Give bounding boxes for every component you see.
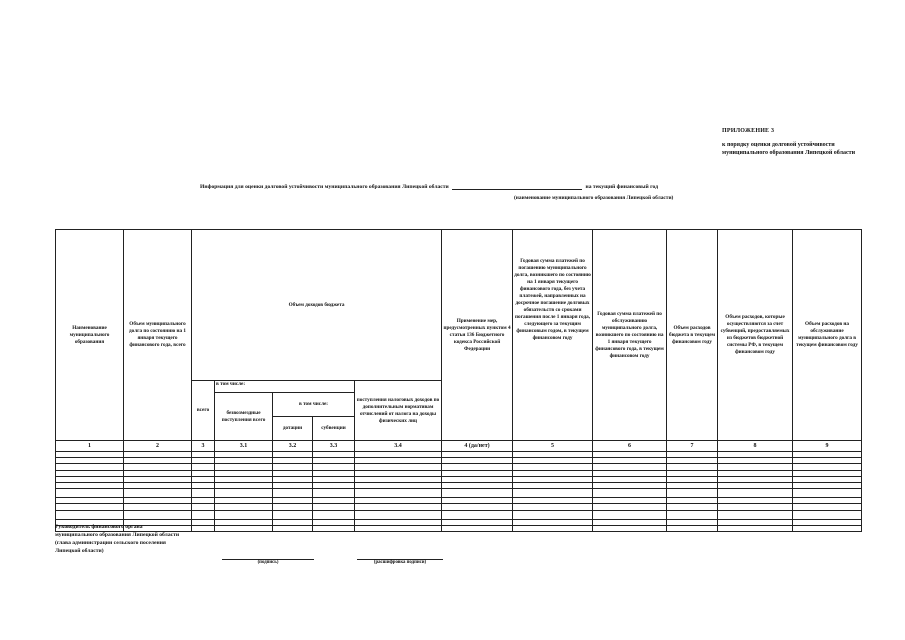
table-cell[interactable] <box>355 525 442 531</box>
table-cell[interactable] <box>667 510 718 519</box>
info-prefix: Информация для оценки долговой устойчивости муниципального образования Липецкой области <box>200 184 449 190</box>
column-number: 3 <box>192 441 215 452</box>
table-cell[interactable] <box>793 510 862 519</box>
table-cell[interactable] <box>513 489 593 498</box>
header-gratuitous-receipts: безвозмездные поступления всего <box>215 393 273 441</box>
signature-caption: (подпись) <box>257 560 279 565</box>
header-revenue-volume: Объем доходов бюджета <box>192 230 442 381</box>
header-measures: Применение мер, предусмотренных пунктом 4 статьи 136 Бюджетного кодекса Российской Федерации <box>442 230 513 441</box>
signature-block <box>55 523 315 555</box>
table-cell[interactable] <box>718 525 793 531</box>
appendix-title: ПРИЛОЖЕНИЕ 3 <box>722 128 775 134</box>
column-number: 6 <box>593 441 667 452</box>
column-numbers-row <box>56 441 862 452</box>
table-body <box>56 452 862 532</box>
head-title-line1: Руководитель финансового органа <box>55 524 143 530</box>
name-hint: (наименование муниципального образования Липецкой области) <box>514 195 674 201</box>
column-number: 3.3 <box>313 441 355 452</box>
header-expenditure-volume: Объем расходов бюджета в текущем финансовом году <box>667 230 718 441</box>
header-municipality: Наименование муниципального образования <box>56 230 124 441</box>
column-number: 7 <box>667 441 718 452</box>
table-cell[interactable] <box>215 489 273 498</box>
table-cell[interactable] <box>273 510 313 519</box>
header-subvention-expenditure: Объем расходов, которые осуществляются за счет субвенций, предоставляемых из бюджетов бюджетной системы РФ, в текущем финансовом году <box>718 230 793 441</box>
info-heading <box>200 183 658 190</box>
table-cell[interactable] <box>513 525 593 531</box>
table-cell[interactable] <box>273 489 313 498</box>
table-cell[interactable] <box>793 489 862 498</box>
header-debt-service-expenditure: Объем расходов на обслуживание муниципального долга в текущем финансовом году <box>793 230 862 441</box>
header-tax-revenue: поступления налоговых доходов по дополнительным нормативам отчислений от налога на доходы физических лиц <box>355 381 442 441</box>
header-including-2: в том числе: <box>273 393 355 417</box>
table-cell[interactable] <box>593 489 667 498</box>
table-cell[interactable] <box>442 510 513 519</box>
debt-sustainability-table <box>55 229 862 532</box>
signature-decoding-caption: (расшифровка подписи) <box>373 560 427 565</box>
table-cell[interactable] <box>192 510 215 519</box>
table-cell[interactable] <box>593 525 667 531</box>
table-cell[interactable] <box>513 510 593 519</box>
header-subventions: субвенции <box>313 417 355 441</box>
header-including: в том числе: <box>215 381 355 393</box>
column-number: 2 <box>124 441 192 452</box>
header-grants: дотации <box>273 417 313 441</box>
table-cell[interactable] <box>124 510 192 519</box>
table-cell[interactable] <box>355 510 442 519</box>
info-suffix: на текущий финансовый год <box>585 184 659 190</box>
table-cell[interactable] <box>215 510 273 519</box>
table-cell[interactable] <box>667 525 718 531</box>
column-number: 9 <box>793 441 862 452</box>
column-number: 1 <box>56 441 124 452</box>
signature-decoding-field[interactable] <box>357 558 443 565</box>
table-cell[interactable] <box>56 510 124 519</box>
municipality-name-blank[interactable] <box>452 183 582 190</box>
column-number: 3.1 <box>215 441 273 452</box>
column-number: 4 (да/нет) <box>442 441 513 452</box>
table-cell[interactable] <box>442 489 513 498</box>
appendix-text: к порядку оценки долговой устойчивости муниципального образования Липецкой области <box>722 142 856 156</box>
table-cell[interactable] <box>667 489 718 498</box>
column-number: 3.4 <box>355 441 442 452</box>
table-cell[interactable] <box>793 525 862 531</box>
table-cell[interactable] <box>593 510 667 519</box>
column-number: 8 <box>718 441 793 452</box>
header-repayment-sum: Годовая сумма платежей по погашению муниципального долга, возникшего по состоянию на 1 января текущего финансового года, без учета платежей, направленных на досрочное погашение долговых обязательств со сроками погашения после 1 января года, следующего за текущим финансовым годом, в текущем финансовом году <box>513 230 593 441</box>
header-debt-volume: Объем муниципального долга по состоянию на 1 января текущего финансового года, всего <box>124 230 192 441</box>
head-title-line3: (глава администрации сельского поселения <box>55 540 166 546</box>
head-title-line4: Липецкой области) <box>55 548 104 554</box>
header-service-sum: Годовая сумма платежей по обслуживанию муниципального долга, возникшего по состоянию на 1 января текущего финансового года, в текущем финансовом году <box>593 230 667 441</box>
table-cell[interactable] <box>718 489 793 498</box>
table-row <box>56 489 862 498</box>
column-number: 5 <box>513 441 593 452</box>
table-cell[interactable] <box>56 489 124 498</box>
header-total: всего <box>192 381 215 441</box>
table-cell[interactable] <box>718 510 793 519</box>
table-cell[interactable] <box>355 489 442 498</box>
signature-field[interactable] <box>222 558 314 565</box>
column-number: 3.2 <box>273 441 313 452</box>
table-cell[interactable] <box>313 510 355 519</box>
table-cell[interactable] <box>192 489 215 498</box>
table-cell[interactable] <box>313 525 355 531</box>
table-row <box>56 510 862 519</box>
table-cell[interactable] <box>313 489 355 498</box>
table-cell[interactable] <box>442 525 513 531</box>
head-title-line2: муниципального образования Липецкой области <box>55 532 180 538</box>
table-cell[interactable] <box>124 489 192 498</box>
